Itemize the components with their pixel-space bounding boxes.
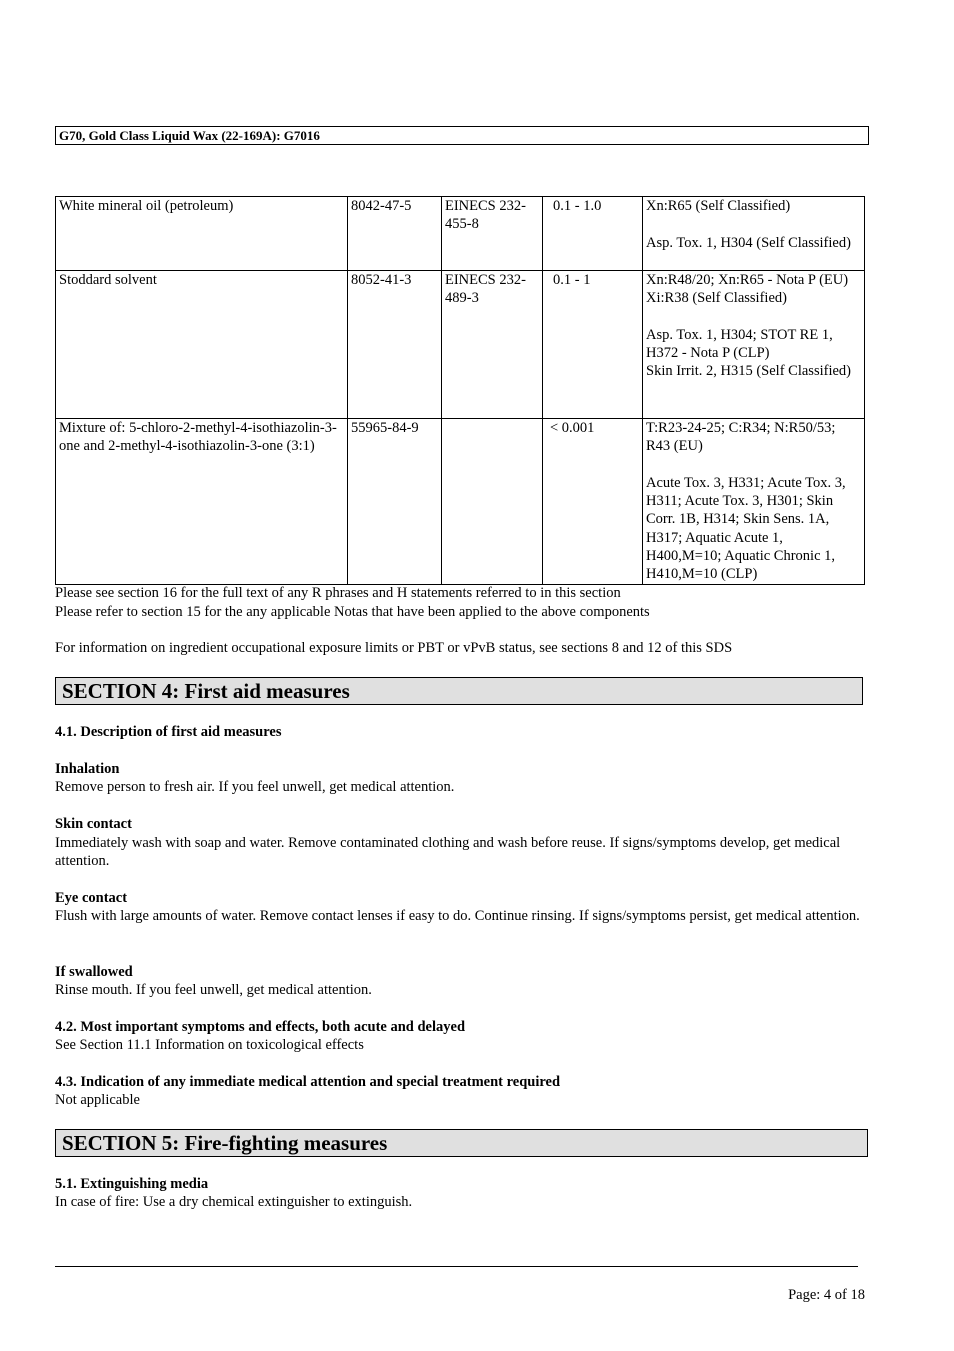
classification <box>643 271 865 419</box>
classification-eu: Xn:R48/20; Xn:R65 - Nota P (EU) <box>646 272 849 288</box>
percent-range: 0.1 - 1 <box>543 271 643 419</box>
ec-number: EINECS 232-489-3 <box>442 271 543 419</box>
skin-contact-label: Skin contact <box>55 816 132 832</box>
skin-contact-text: Immediately wash with soap and water. Remove contaminated clothing and wash before reuse. If signs/symptoms develop, get medical attention. <box>55 835 841 870</box>
subsection-4-3-text: Not applicable <box>55 1092 140 1108</box>
subsection-4-1-heading: 4.1. Description of first aid measures <box>55 724 282 740</box>
note-notas: Please refer to section 15 for the any applicable Notas that have been applied to the above components <box>55 604 650 620</box>
cas-number: 8052-41-3 <box>348 271 442 419</box>
eye-contact-label: Eye contact <box>55 890 128 906</box>
classification-eu: T:R23-24-25; C:R34; N:R50/53; R43 (EU) <box>646 420 836 455</box>
percent-range: 0.1 - 1.0 <box>543 197 643 271</box>
cas-number: 55965-84-9 <box>348 419 442 585</box>
note-exposure-limits: For information on ingredient occupational exposure limits or PBT or vPvB status, see sections 8 and 12 of this SDS <box>55 640 733 656</box>
inhalation-text: Remove person to fresh air. If you feel unwell, get medical attention. <box>55 779 455 795</box>
table-row <box>56 419 865 585</box>
ec-number <box>442 419 543 585</box>
subsection-4-2-text: See Section 11.1 Information on toxicological effects <box>55 1037 364 1053</box>
document-header: G70, Gold Class Liquid Wax (22-169A): G7016 <box>55 126 869 145</box>
classification-clp: Asp. Tox. 1, H304 (Self Classified) <box>646 234 851 251</box>
if-swallowed-label: If swallowed <box>55 964 133 980</box>
classification <box>643 419 865 585</box>
classification-eu: Xn:R65 (Self Classified) <box>646 198 791 214</box>
footer-divider <box>55 1266 858 1267</box>
classification-eu: Xi:R38 (Self Classified) <box>646 290 787 307</box>
section-4-heading: SECTION 4: First aid measures <box>55 677 863 705</box>
classification-clp: Acute Tox. 3, H331; Acute Tox. 3, H311; Acute Tox. 3, H301; Skin Corr. 1B, H314; Skin Sens. 1A, H317; Aquatic Acute 1, H400,M=10; Aquatic Chronic 1, H410,M=10 (CLP) <box>646 474 846 583</box>
component-name: Stoddard solvent <box>56 271 348 419</box>
inhalation-label: Inhalation <box>55 761 120 777</box>
components-table <box>55 196 865 585</box>
page-number: Page: 4 of 18 <box>788 1287 865 1303</box>
cas-number: 8042-47-5 <box>348 197 442 271</box>
classification <box>643 197 865 271</box>
classification-clp: Asp. Tox. 1, H304; STOT RE 1, H372 - Nota P (CLP) <box>646 326 833 362</box>
component-name: Mixture of: 5-chloro-2-methyl-4-isothiazolin-3-one and 2-methyl-4-isothiazolin-3-one (3:1) <box>56 419 348 585</box>
subsection-5-1-text: In case of fire: Use a dry chemical extinguisher to extinguish. <box>55 1194 413 1210</box>
table-row <box>56 271 865 419</box>
subsection-4-3-heading: 4.3. Indication of any immediate medical attention and special treatment required <box>55 1074 561 1090</box>
note-r-phrases: Please see section 16 for the full text of any R phrases and H statements referred to in this section <box>55 585 621 601</box>
subsection-4-2-heading: 4.2. Most important symptoms and effects, both acute and delayed <box>55 1019 466 1035</box>
if-swallowed-text: Rinse mouth. If you feel unwell, get medical attention. <box>55 982 372 998</box>
percent-range: < 0.001 <box>543 419 643 585</box>
subsection-5-1-heading: 5.1. Extinguishing media <box>55 1176 209 1192</box>
classification-clp: Skin Irrit. 2, H315 (Self Classified) <box>646 363 851 380</box>
eye-contact-text: Flush with large amounts of water. Remove contact lenses if easy to do. Continue rinsing. If signs/symptoms persist, get medical attention. <box>55 908 860 924</box>
section-5-heading: SECTION 5: Fire-fighting measures <box>55 1129 868 1157</box>
component-name: White mineral oil (petroleum) <box>56 197 348 271</box>
ec-number: EINECS 232-455-8 <box>442 197 543 271</box>
table-row <box>56 197 865 271</box>
